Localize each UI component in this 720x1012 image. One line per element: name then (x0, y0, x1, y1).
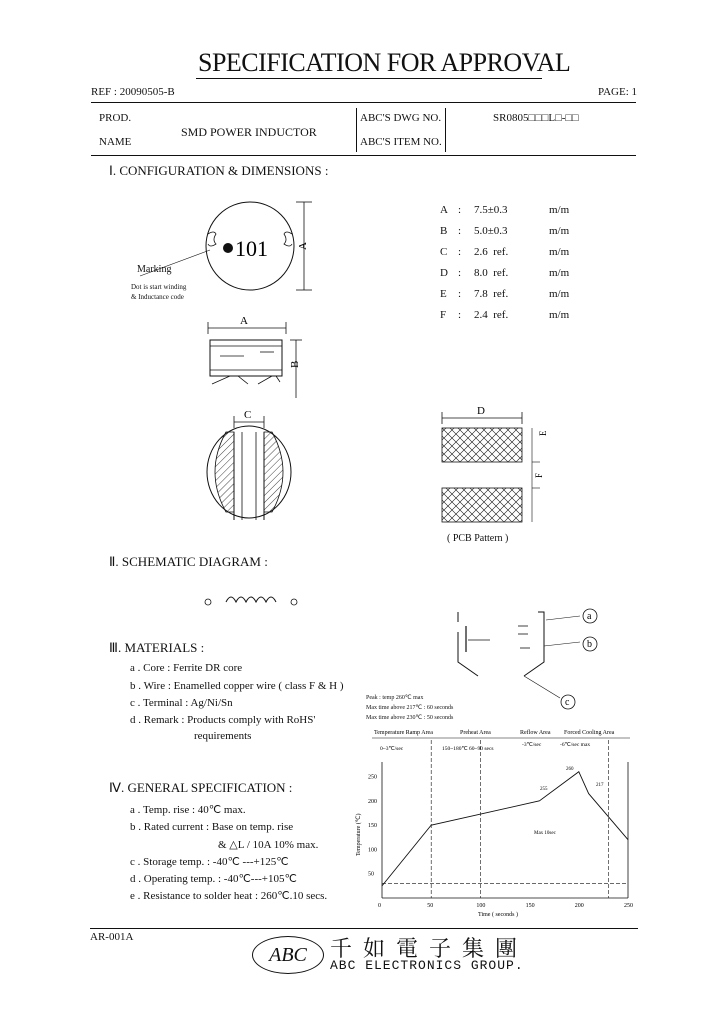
spec-inductance-drop (218, 838, 318, 851)
annotation-217: 217 (596, 783, 604, 788)
dim-a-side-label: A (240, 315, 248, 327)
item-label: ABC'S ITEM NO. (360, 136, 442, 148)
spec-key: c . (130, 856, 141, 868)
dim-sep: : (458, 204, 462, 216)
chart-note-2: Max time above 217℃ : 60 seconds (366, 705, 454, 711)
inductance-code: 101 (235, 236, 268, 261)
dim-key: E (440, 288, 447, 300)
dim-unit: m/m (549, 288, 570, 300)
dim-f-label: F (534, 472, 544, 478)
product-name: SMD POWER INDUCTOR (181, 125, 317, 139)
section2-heading: Ⅱ. SCHEMATIC DIAGRAM : (109, 554, 268, 569)
terminal-right (284, 232, 292, 246)
company-name-english: ABC ELECTRONICS GROUP. (330, 958, 524, 973)
schematic-coil (200, 590, 310, 614)
dim-d-label: D (477, 405, 485, 417)
terminal-left (208, 232, 216, 246)
material-label: Terminal (142, 697, 183, 709)
spec-rated-current (130, 821, 293, 833)
dwg-label: ABC'S DWG NO. (360, 112, 442, 124)
spec-text: & △L / 10A 10% max. (218, 839, 319, 851)
material-key: a . (130, 662, 141, 674)
cross-section-drawing (200, 404, 300, 524)
pcb-pattern-drawing (432, 402, 562, 532)
material-remark: d . Remark : Products comply with RoHS' (130, 714, 316, 726)
annotation-260: 260 (566, 767, 574, 772)
start-winding-dot (223, 243, 233, 253)
material-value: Enamelled copper wire ( class F & H ) (173, 680, 344, 692)
annotation-255: 255 (540, 787, 548, 792)
zone-note-ramp: 0~3℃/sec (380, 746, 404, 752)
material-value: Products comply with RoHS' (187, 714, 316, 726)
zone-label-reflow: Reflow Area (520, 730, 551, 736)
chart-x-tick: 250 (624, 903, 633, 909)
chart-x-tick: 0 (378, 903, 381, 909)
dim-sep: : (458, 225, 462, 237)
zone-note-cooling: -6℃/sec max (560, 742, 591, 748)
dim-sep: : (458, 288, 462, 300)
spec-key: b . (130, 821, 141, 833)
material-core: a . Core : Ferrite DR core (130, 662, 243, 674)
abc-logo (252, 936, 324, 974)
chart-zone-headers (372, 729, 630, 752)
page-number: PAGE: 1 (598, 86, 638, 98)
form-number: AR-001A (90, 931, 134, 943)
spec-text: Rated current : Base on temp. rise (143, 821, 294, 833)
dim-e-label: E (538, 430, 548, 436)
chart-y-tick: 200 (368, 798, 377, 805)
spec-key: a . (130, 804, 141, 816)
marking-label: Marking (137, 264, 172, 275)
zone-note-reflow: -3℃/sec (522, 742, 542, 748)
material-label: Core (143, 662, 165, 674)
header-bottom-rule (91, 155, 636, 156)
chart-x-tick: 150 (525, 903, 535, 909)
callout-a: a (587, 611, 592, 622)
material-value: Ferrite DR core (173, 662, 243, 674)
reflow-profile-line (382, 772, 628, 886)
spec-text: Temp. rise : 40℃ max. (142, 804, 246, 816)
spec-operating-temp (130, 872, 297, 885)
chart-y-tick: 250 (368, 774, 377, 781)
chart-xlabel: Time ( seconds ) (478, 912, 518, 918)
callout-b: b (587, 639, 592, 650)
header-divider-1 (356, 108, 357, 152)
footer-rule (90, 928, 638, 929)
dim-sep: : (458, 309, 462, 321)
pcb-caption: ( PCB Pattern ) (447, 533, 509, 544)
dim-unit: m/m (549, 246, 570, 258)
chart-x-tick: 50 (427, 903, 434, 909)
dim-key: A (440, 204, 448, 216)
marking-note-1: Dot is start winding (131, 283, 187, 291)
spec-storage-temp (130, 855, 289, 868)
dim-key: F (440, 309, 447, 321)
material-value: Ag/Ni/Sn (190, 697, 233, 709)
material-label: Remark (143, 714, 179, 726)
chart-ylabel: Temperature (℃) (356, 813, 362, 856)
header-divider-2 (445, 108, 446, 152)
zone-label-preheat: Preheat Area (460, 730, 491, 736)
chart-y-tick: 50 (368, 871, 374, 878)
dim-unit: m/m (549, 225, 570, 237)
pcb-pad-top (442, 428, 522, 462)
material-key: d . (130, 714, 141, 726)
top-view-drawing (120, 190, 320, 310)
dim-sep: : (458, 246, 462, 258)
dim-value: 8.0 ref. (474, 267, 509, 279)
page-title: SPECIFICATION FOR APPROVAL (198, 48, 571, 77)
dim-key: D (440, 267, 448, 279)
zone-label-cooling: Forced Cooling Area (564, 730, 615, 736)
dim-key: C (440, 246, 448, 258)
dim-b-label: B (289, 360, 301, 368)
prod-label: PROD. (99, 112, 132, 124)
header-top-rule (91, 102, 636, 103)
dim-unit: m/m (549, 309, 570, 321)
material-label: Wire (143, 680, 166, 692)
dim-value: 5.0±0.3 (474, 225, 508, 237)
zone-note-preheat: 150~180℃ 60~90 secs (442, 746, 494, 752)
chart-y-tick: 150 (368, 823, 377, 830)
spec-temp-rise (130, 803, 246, 816)
dim-unit: m/m (549, 267, 570, 279)
callout-c: c (565, 697, 570, 708)
title-underline (196, 78, 542, 79)
material-terminal: c . Terminal : Ag/Ni/Sn (130, 697, 233, 709)
company-name-chinese: 千 如 電 子 集 團 (330, 937, 519, 962)
chart-note-1: Peak : temp 260℃ max (366, 695, 424, 701)
material-key: c . (130, 697, 141, 709)
dim-sep: : (458, 267, 462, 279)
material-remark-cont: requirements (194, 730, 252, 742)
spec-text: Operating temp. : -40℃---+105℃ (143, 873, 297, 885)
spec-text: Storage temp. : -40℃ ---+125℃ (143, 856, 289, 868)
abc-logo-text: ABC (269, 944, 307, 966)
side-view-drawing (198, 312, 308, 402)
side-body (210, 340, 282, 376)
dim-value: 2.6 ref. (474, 246, 509, 258)
name-label: NAME (99, 136, 132, 148)
dim-a-label: A (297, 242, 309, 250)
construction-diagram (448, 602, 598, 712)
chart-x-tick: 100 (476, 903, 486, 909)
material-key: b . (130, 680, 141, 692)
spec-key: d . (130, 873, 141, 885)
spec-text: Resistance to solder heat : 260℃.10 secs. (143, 890, 328, 902)
section3-heading: Ⅲ. MATERIALS : (109, 640, 205, 655)
section1-heading: Ⅰ. CONFIGURATION & DIMENSIONS : (109, 163, 329, 178)
dim-value: 2.4 ref. (474, 309, 509, 321)
chart-x-tick: 200 (574, 903, 584, 909)
reflow-chart (350, 726, 640, 922)
chart-note-3: Max time above 230℃ : 50 seconds (366, 715, 454, 721)
chart-y-tick: 100 (368, 847, 377, 854)
dim-key: B (440, 225, 448, 237)
section4-heading: Ⅳ. GENERAL SPECIFICATION : (109, 780, 293, 795)
dim-c-label: C (244, 409, 252, 421)
spec-solder-heat (130, 889, 327, 902)
dim-value: 7.8 ref. (474, 288, 509, 300)
zone-label-ramp: Temperature Ramp Area (374, 730, 433, 736)
annotation-max10: Max 10sec (534, 831, 556, 836)
dim-unit: m/m (549, 204, 570, 216)
marking-note-2: & Inductance code (131, 293, 184, 301)
ref-number: REF : 20090505-B (91, 86, 175, 98)
dim-value: 7.5±0.3 (474, 204, 508, 216)
spec-key: e . (130, 890, 141, 902)
pcb-pad-bottom (442, 488, 522, 522)
material-wire: b . Wire : Enamelled copper wire ( class F & H ) (130, 680, 344, 692)
dwg-number: SR0805□□□L□-□□ (493, 112, 579, 124)
